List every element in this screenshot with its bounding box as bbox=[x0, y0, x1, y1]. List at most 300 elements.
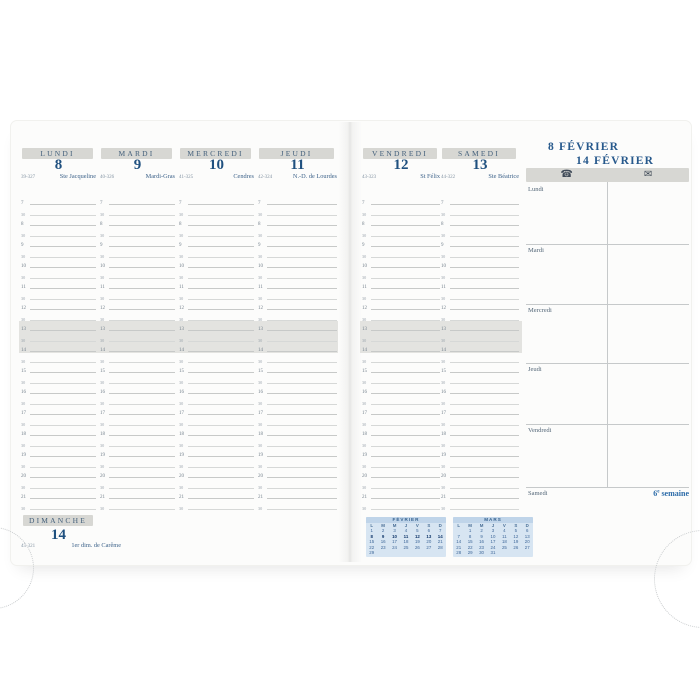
half-hour-label: 30 bbox=[21, 379, 26, 385]
mini-calendar-week bbox=[366, 550, 446, 555]
hour-row bbox=[21, 429, 96, 436]
mini-calendar-date: 4 bbox=[503, 528, 506, 534]
day-header-mercredi: MERCREDI bbox=[180, 148, 251, 159]
half-hour-row bbox=[258, 293, 337, 300]
grid-line bbox=[450, 362, 519, 363]
mini-calendar-date bbox=[499, 550, 510, 555]
grid-line bbox=[188, 204, 254, 205]
day-number-mardi: 9 bbox=[133, 157, 142, 173]
half-hour-label: 30 bbox=[179, 337, 184, 343]
half-hour-label: 30 bbox=[258, 232, 263, 238]
half-hour-row bbox=[21, 230, 96, 237]
grid-line bbox=[450, 498, 519, 499]
hour-row bbox=[100, 492, 175, 499]
grid-line bbox=[109, 372, 175, 373]
grid-line bbox=[188, 467, 254, 468]
grid-line bbox=[267, 393, 337, 394]
half-hour-row bbox=[100, 251, 175, 258]
grid-line bbox=[267, 435, 337, 436]
grid-line bbox=[267, 362, 337, 363]
day-header-mardi: MARDI bbox=[101, 148, 172, 159]
half-hour-label: 30 bbox=[362, 211, 367, 217]
grid-line bbox=[30, 267, 96, 268]
notes-row-label-jeudi: Jeudi bbox=[528, 366, 542, 373]
hour-row bbox=[362, 471, 440, 478]
hour-label: 11 bbox=[362, 285, 367, 290]
half-hour-label: 30 bbox=[441, 484, 446, 490]
half-hour-label: 30 bbox=[179, 295, 184, 301]
hour-row bbox=[21, 492, 96, 499]
grid-line bbox=[267, 404, 337, 405]
hour-row bbox=[21, 303, 96, 310]
hour-row bbox=[100, 471, 175, 478]
hour-label: 7 bbox=[441, 201, 444, 206]
mini-calendar-date: 20 bbox=[426, 539, 432, 545]
mini-calendar-fevrier bbox=[366, 517, 446, 557]
hour-label: 12 bbox=[21, 306, 26, 311]
mini-calendar-date: 11 bbox=[403, 533, 409, 539]
hour-row bbox=[258, 324, 337, 331]
hour-label: 10 bbox=[21, 264, 26, 269]
hour-label: 19 bbox=[100, 453, 105, 458]
hour-row bbox=[362, 450, 440, 457]
hour-row bbox=[441, 324, 519, 331]
half-hour-label: 30 bbox=[179, 253, 184, 259]
grid-line bbox=[109, 435, 175, 436]
half-hour-label: 30 bbox=[179, 484, 184, 490]
half-hour-label: 30 bbox=[100, 484, 105, 490]
half-hour-row bbox=[179, 461, 254, 468]
hour-label: 19 bbox=[21, 453, 26, 458]
grid-line bbox=[450, 278, 519, 279]
hour-label: 12 bbox=[100, 306, 105, 311]
mini-calendar-date bbox=[412, 550, 423, 555]
half-hour-label: 30 bbox=[362, 253, 367, 259]
grid-line bbox=[371, 446, 440, 447]
grid-line bbox=[450, 351, 519, 352]
week-start-title: 8 FÉVRIER bbox=[548, 141, 620, 153]
day-count: 40-326 bbox=[100, 175, 115, 180]
grid-line bbox=[450, 215, 519, 216]
half-hour-row bbox=[441, 209, 519, 216]
grid-line bbox=[450, 225, 519, 226]
mini-calendar-date: 31 bbox=[490, 549, 496, 555]
half-hour-label: 30 bbox=[362, 400, 367, 406]
hour-label: 10 bbox=[441, 264, 446, 269]
hour-row bbox=[258, 366, 337, 373]
half-hour-row bbox=[21, 335, 96, 342]
grid-line bbox=[109, 257, 175, 258]
hour-label: 18 bbox=[21, 432, 26, 437]
hour-label: 19 bbox=[362, 453, 367, 458]
half-hour-row bbox=[100, 314, 175, 321]
day-number-mercredi: 10 bbox=[209, 157, 224, 173]
hour-row bbox=[21, 324, 96, 331]
grid-line bbox=[188, 257, 254, 258]
hour-row bbox=[362, 345, 440, 352]
grid-line bbox=[371, 225, 440, 226]
mini-calendar-date: 9 bbox=[381, 533, 385, 539]
grid-line bbox=[450, 341, 519, 342]
saint-label: Mardi-Gras bbox=[145, 173, 175, 180]
grid-line bbox=[188, 246, 254, 247]
half-hour-row bbox=[100, 440, 175, 447]
hour-row bbox=[362, 198, 440, 205]
grid-line bbox=[188, 435, 254, 436]
grid-line bbox=[371, 372, 440, 373]
hour-row bbox=[362, 219, 440, 226]
hour-label: 11 bbox=[21, 285, 26, 290]
mini-calendar-date: 26 bbox=[414, 544, 420, 550]
grid-line bbox=[188, 372, 254, 373]
grid-line bbox=[267, 278, 337, 279]
grid-line bbox=[109, 383, 175, 384]
half-hour-row bbox=[441, 398, 519, 405]
mini-calendar-title: FÉVRIER bbox=[366, 517, 446, 523]
grid-line bbox=[371, 257, 440, 258]
mini-calendar-day-letter: M bbox=[381, 523, 385, 528]
mini-calendar-mars bbox=[453, 517, 533, 557]
half-hour-label: 30 bbox=[100, 379, 105, 385]
grid-line bbox=[450, 372, 519, 373]
half-hour-row bbox=[441, 335, 519, 342]
hour-row bbox=[100, 429, 175, 436]
grid-line bbox=[371, 236, 440, 237]
hour-label: 15 bbox=[441, 369, 446, 374]
day-subrow-samedi bbox=[441, 173, 519, 181]
grid-line bbox=[371, 288, 440, 289]
grid-line bbox=[188, 383, 254, 384]
day-count: 43-323 bbox=[362, 175, 377, 180]
half-hour-label: 30 bbox=[362, 442, 367, 448]
half-hour-label: 30 bbox=[441, 421, 446, 427]
half-hour-row bbox=[362, 251, 440, 258]
day-header-jeudi: JEUDI bbox=[259, 148, 334, 159]
half-hour-row bbox=[179, 209, 254, 216]
half-hour-row bbox=[21, 209, 96, 216]
hour-row bbox=[179, 492, 254, 499]
hour-row bbox=[258, 492, 337, 499]
half-hour-label: 30 bbox=[258, 358, 263, 364]
half-hour-row bbox=[441, 482, 519, 489]
half-hour-row bbox=[21, 251, 96, 258]
hour-row bbox=[362, 282, 440, 289]
hour-row bbox=[179, 219, 254, 226]
half-hour-label: 30 bbox=[21, 400, 26, 406]
half-hour-label: 30 bbox=[100, 253, 105, 259]
grid-line bbox=[109, 278, 175, 279]
day-count: 44-322 bbox=[441, 175, 456, 180]
hour-label: 15 bbox=[21, 369, 26, 374]
grid-line bbox=[188, 404, 254, 405]
half-hour-label: 30 bbox=[100, 295, 105, 301]
mini-calendar-date: 3 bbox=[393, 528, 396, 534]
mini-calendar-date: 27 bbox=[524, 544, 530, 550]
hour-label: 11 bbox=[258, 285, 263, 290]
hour-label: 14 bbox=[21, 348, 26, 353]
hour-label: 13 bbox=[441, 327, 446, 332]
hour-row bbox=[258, 429, 337, 436]
half-hour-row bbox=[441, 419, 519, 426]
day-number-lundi: 8 bbox=[54, 157, 63, 173]
hour-label: 20 bbox=[441, 474, 446, 479]
mini-calendar-date bbox=[435, 550, 446, 555]
grid-line bbox=[450, 404, 519, 405]
hour-label: 14 bbox=[258, 348, 263, 353]
hour-label: 21 bbox=[100, 495, 105, 500]
hour-row bbox=[258, 240, 337, 247]
grid-line bbox=[30, 435, 96, 436]
hour-label: 21 bbox=[258, 495, 263, 500]
grid-line bbox=[267, 236, 337, 237]
grid-line bbox=[188, 225, 254, 226]
half-hour-label: 30 bbox=[362, 463, 367, 469]
mini-calendar-date: 4 bbox=[404, 528, 408, 534]
hour-label: 17 bbox=[21, 411, 26, 416]
half-hour-row bbox=[21, 377, 96, 384]
day-number-dimanche: 14 bbox=[51, 527, 66, 543]
grid-line bbox=[450, 309, 519, 310]
page-gutter bbox=[338, 122, 362, 562]
grid-line bbox=[450, 446, 519, 447]
grid-line bbox=[109, 509, 175, 510]
hour-row bbox=[21, 450, 96, 457]
half-hour-label: 30 bbox=[21, 253, 26, 259]
grid-line bbox=[267, 383, 337, 384]
grid-line bbox=[450, 467, 519, 468]
week-number: 6 bbox=[653, 489, 658, 498]
hour-label: 12 bbox=[441, 306, 446, 311]
grid-line bbox=[450, 414, 519, 415]
hour-row bbox=[441, 366, 519, 373]
grid-line bbox=[450, 383, 519, 384]
mini-calendar-date: 12 bbox=[414, 533, 420, 539]
half-hour-label: 30 bbox=[441, 505, 446, 511]
mini-calendar-date: 9 bbox=[480, 533, 483, 539]
hour-label: 13 bbox=[100, 327, 105, 332]
grid-line bbox=[450, 246, 519, 247]
day-count: 42-324 bbox=[258, 175, 273, 180]
grid-line bbox=[267, 215, 337, 216]
hour-row bbox=[441, 303, 519, 310]
hour-label: 20 bbox=[258, 474, 263, 479]
grid-line bbox=[450, 236, 519, 237]
mini-calendar-date: 21 bbox=[456, 544, 462, 550]
half-hour-label: 30 bbox=[441, 442, 446, 448]
mini-calendar-date bbox=[377, 550, 388, 555]
half-hour-row bbox=[179, 314, 254, 321]
grid-line bbox=[30, 330, 96, 331]
half-hour-label: 30 bbox=[100, 505, 105, 511]
mini-calendar-day-letter: M bbox=[468, 523, 472, 528]
grid-line bbox=[371, 435, 440, 436]
grid-line bbox=[109, 498, 175, 499]
grid-line bbox=[450, 288, 519, 289]
half-hour-label: 30 bbox=[441, 400, 446, 406]
hour-label: 13 bbox=[179, 327, 184, 332]
day-header-vendredi: VENDREDI bbox=[363, 148, 437, 159]
half-hour-label: 30 bbox=[441, 232, 446, 238]
grid-line bbox=[450, 257, 519, 258]
grid-line bbox=[30, 488, 96, 489]
hour-row bbox=[441, 429, 519, 436]
half-hour-row bbox=[100, 419, 175, 426]
grid-line bbox=[188, 393, 254, 394]
grid-line bbox=[371, 414, 440, 415]
mini-calendar-date: 5 bbox=[514, 528, 518, 534]
grid-line bbox=[30, 215, 96, 216]
grid-line bbox=[450, 330, 519, 331]
half-hour-label: 30 bbox=[100, 337, 105, 343]
half-hour-row bbox=[21, 440, 96, 447]
hour-row bbox=[441, 219, 519, 226]
grid-line bbox=[109, 414, 175, 415]
half-hour-label: 30 bbox=[179, 379, 184, 385]
half-hour-row bbox=[258, 314, 337, 321]
mini-calendar-date: 1 bbox=[370, 528, 373, 534]
hour-row bbox=[100, 303, 175, 310]
grid-line bbox=[109, 246, 175, 247]
grid-line bbox=[267, 257, 337, 258]
grid-line bbox=[30, 498, 96, 499]
hour-row bbox=[100, 198, 175, 205]
hour-row bbox=[179, 429, 254, 436]
hour-label: 17 bbox=[179, 411, 184, 416]
half-hour-label: 30 bbox=[179, 211, 184, 217]
notes-row-label-vendredi: Vendredi bbox=[528, 427, 552, 434]
half-hour-label: 30 bbox=[362, 484, 367, 490]
half-hour-label: 30 bbox=[441, 295, 446, 301]
grid-line bbox=[30, 225, 96, 226]
hour-label: 14 bbox=[441, 348, 446, 353]
half-hour-row bbox=[179, 272, 254, 279]
grid-line bbox=[188, 267, 254, 268]
day-header-dimanche: DIMANCHE bbox=[23, 515, 93, 526]
half-hour-label: 30 bbox=[179, 421, 184, 427]
half-hour-label: 30 bbox=[258, 211, 263, 217]
notes-header-bar bbox=[526, 168, 689, 182]
half-hour-row bbox=[179, 398, 254, 405]
mini-calendar-date: 17 bbox=[392, 539, 397, 545]
grid-line bbox=[30, 456, 96, 457]
half-hour-row bbox=[441, 503, 519, 510]
mini-calendar-date: 6 bbox=[526, 528, 529, 534]
mini-calendar-day-letter: S bbox=[427, 523, 431, 528]
grid-line bbox=[188, 215, 254, 216]
mini-calendar-day-letter: D bbox=[438, 523, 442, 528]
mini-calendar-date: 15 bbox=[467, 539, 473, 545]
saint-label: St Félix bbox=[420, 173, 440, 180]
grid-line bbox=[267, 341, 337, 342]
hour-row bbox=[441, 450, 519, 457]
half-hour-row bbox=[100, 461, 175, 468]
grid-line bbox=[450, 425, 519, 426]
hour-label: 9 bbox=[21, 243, 24, 248]
mini-calendar-date: 11 bbox=[502, 533, 507, 539]
grid-line bbox=[109, 267, 175, 268]
grid-line bbox=[109, 309, 175, 310]
week-end-title: 14 FÉVRIER bbox=[576, 155, 655, 167]
grid-line bbox=[267, 225, 337, 226]
half-hour-label: 30 bbox=[21, 358, 26, 364]
hour-label: 14 bbox=[362, 348, 367, 353]
hour-row bbox=[100, 450, 175, 457]
hour-label: 15 bbox=[258, 369, 263, 374]
half-hour-label: 30 bbox=[441, 337, 446, 343]
grid-line bbox=[188, 236, 254, 237]
mini-calendar-date bbox=[522, 550, 533, 555]
notes-row-line bbox=[526, 304, 689, 305]
hour-row bbox=[362, 492, 440, 499]
hour-label: 21 bbox=[179, 495, 184, 500]
hour-row bbox=[21, 471, 96, 478]
half-hour-label: 30 bbox=[21, 211, 26, 217]
half-hour-label: 30 bbox=[258, 442, 263, 448]
half-hour-label: 30 bbox=[362, 505, 367, 511]
hour-label: 15 bbox=[179, 369, 184, 374]
day-count: 45-321 bbox=[21, 544, 36, 549]
half-hour-row bbox=[258, 377, 337, 384]
half-hour-label: 30 bbox=[362, 274, 367, 280]
grid-line bbox=[371, 204, 440, 205]
hour-row bbox=[179, 303, 254, 310]
mail-icon: ✉ bbox=[644, 169, 653, 180]
hour-label: 17 bbox=[100, 411, 105, 416]
saint-label: 1er dim. de Carême bbox=[71, 542, 121, 549]
mini-calendar-week bbox=[453, 550, 533, 555]
grid-line bbox=[188, 456, 254, 457]
mini-calendar-date: 6 bbox=[427, 528, 431, 534]
half-hour-label: 30 bbox=[21, 442, 26, 448]
mini-calendar-date: 24 bbox=[490, 544, 496, 550]
half-hour-row bbox=[362, 440, 440, 447]
half-hour-row bbox=[362, 503, 440, 510]
half-hour-row bbox=[441, 461, 519, 468]
mini-calendar-day-letter: V bbox=[502, 523, 506, 528]
hour-row bbox=[258, 219, 337, 226]
grid-line bbox=[30, 414, 96, 415]
grid-line bbox=[371, 467, 440, 468]
half-hour-label: 30 bbox=[258, 337, 263, 343]
half-hour-row bbox=[362, 461, 440, 468]
half-hour-row bbox=[258, 482, 337, 489]
half-hour-row bbox=[21, 482, 96, 489]
grid-line bbox=[267, 456, 337, 457]
grid-line bbox=[267, 299, 337, 300]
hour-row bbox=[100, 240, 175, 247]
half-hour-row bbox=[100, 272, 175, 279]
phone-icon: ☎ bbox=[560, 169, 573, 180]
mini-calendar-date: 29 bbox=[467, 549, 473, 555]
grid-line bbox=[30, 404, 96, 405]
hour-label: 17 bbox=[362, 411, 367, 416]
mini-calendar-date: 30 bbox=[479, 549, 484, 555]
mini-calendar-date: 17 bbox=[490, 539, 496, 545]
half-hour-row bbox=[21, 398, 96, 405]
grid-line bbox=[109, 467, 175, 468]
grid-line bbox=[371, 509, 440, 510]
half-hour-label: 30 bbox=[362, 295, 367, 301]
grid-line bbox=[371, 362, 440, 363]
mini-calendar-day-letter: M bbox=[479, 523, 484, 528]
day-number-vendredi: 12 bbox=[393, 157, 409, 173]
half-hour-label: 30 bbox=[362, 421, 367, 427]
half-hour-row bbox=[179, 230, 254, 237]
hour-row bbox=[21, 282, 96, 289]
hour-label: 14 bbox=[179, 348, 184, 353]
mini-calendar-date: 13 bbox=[426, 533, 432, 539]
grid-line bbox=[109, 488, 175, 489]
